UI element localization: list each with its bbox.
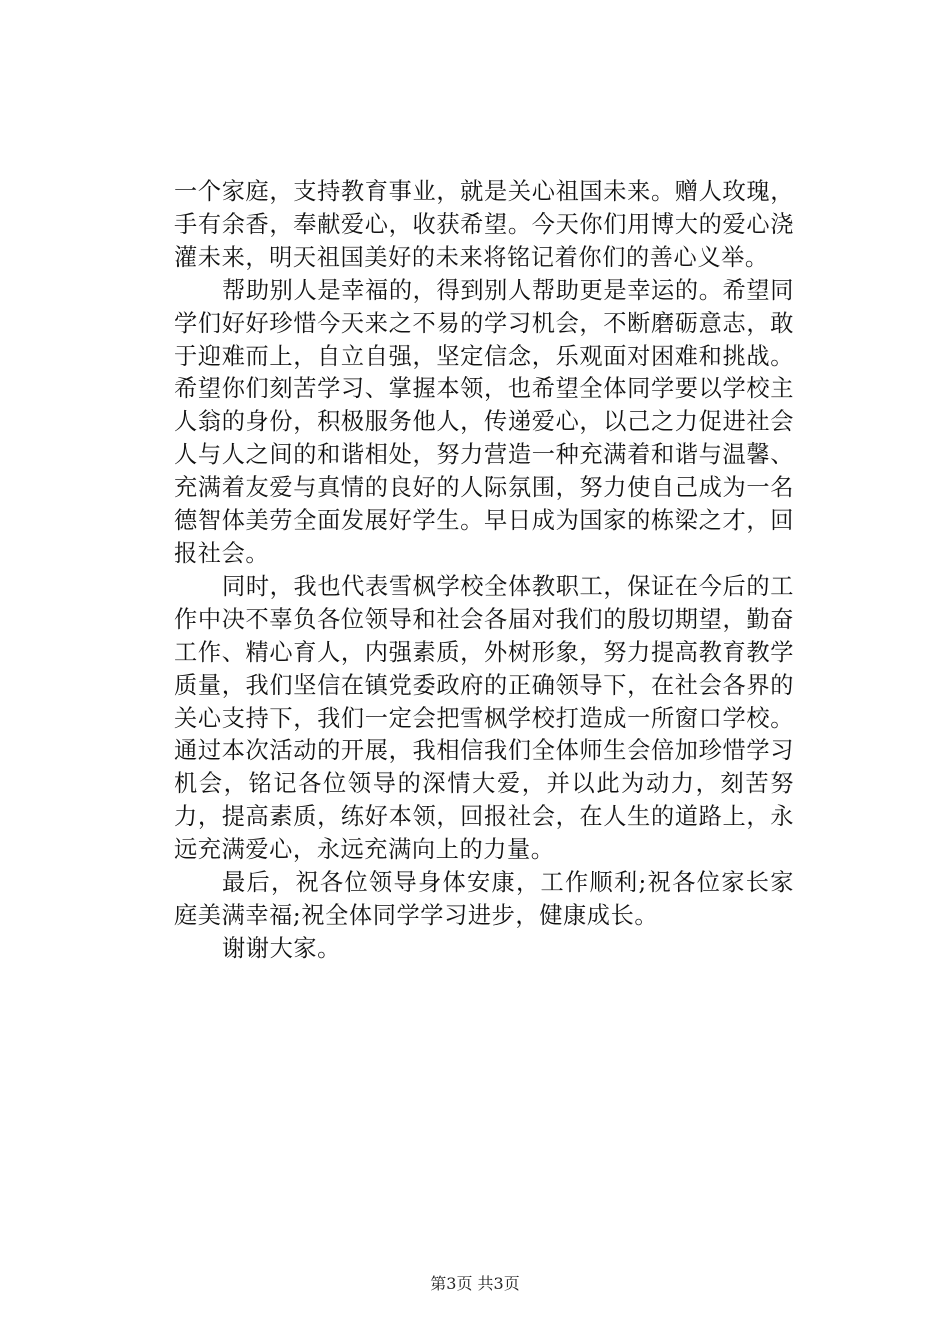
page-number-label: 第3页 共3页 [430,1274,520,1293]
paragraph-3: 同时，我也代表雪枫学校全体教职工，保证在今后的工作中决不辜负各位领导和社会各届对我们的殷切期望，勤奋工作、精心育人，内强素质，外树形象，努力提高教育教学质量，我们坚信在镇党委政府的正确领导下，在社会各界的关心支持下，我们一定会把雪枫学校打造成一所窗口学校。通过本次活动的开展，我相信我们全体师生会倍加珍惜学习机会，铭记各位领导的深情大爱，并以此为动力，刻苦努力，提高素质，练好本领，回报社会，在人生的道路上，永远充满爱心，永远充满向上的力量。 [174,572,794,864]
document-body [174,176,794,966]
page-footer [0,1273,950,1295]
paragraph-1: 一个家庭，支持教育事业，就是关心祖国未来。赠人玫瑰，手有余香，奉献爱心，收获希望。今天你们用博大的爱心浇灌未来，明天祖国美好的未来将铭记着你们的善心义举。 [174,178,794,271]
paragraph-4: 最后，祝各位领导身体安康，工作顺利;祝各位家长家庭美满幸福;祝全体同学学习进步，健康成长。 [174,869,794,929]
paragraph-2: 帮助别人是幸福的，得到别人帮助更是幸运的。希望同学们好好珍惜今天来之不易的学习机会，不断磨砺意志，敢于迎难而上，自立自强，坚定信念，乐观面对困难和挑战。希望你们刻苦学习、掌握本领，也希望全体同学要以学校主人翁的身份，积极服务他人，传递爱心，以己之力促进社会人与人之间的和谐相处，努力营造一种充满着和谐与温馨、充满着友爱与真情的良好的人际氛围，努力使自己成为一名德智体美劳全面发展好学生。早日成为国家的栋梁之才，回报社会。 [174,276,794,567]
paragraph-5: 谢谢大家。 [222,934,341,962]
